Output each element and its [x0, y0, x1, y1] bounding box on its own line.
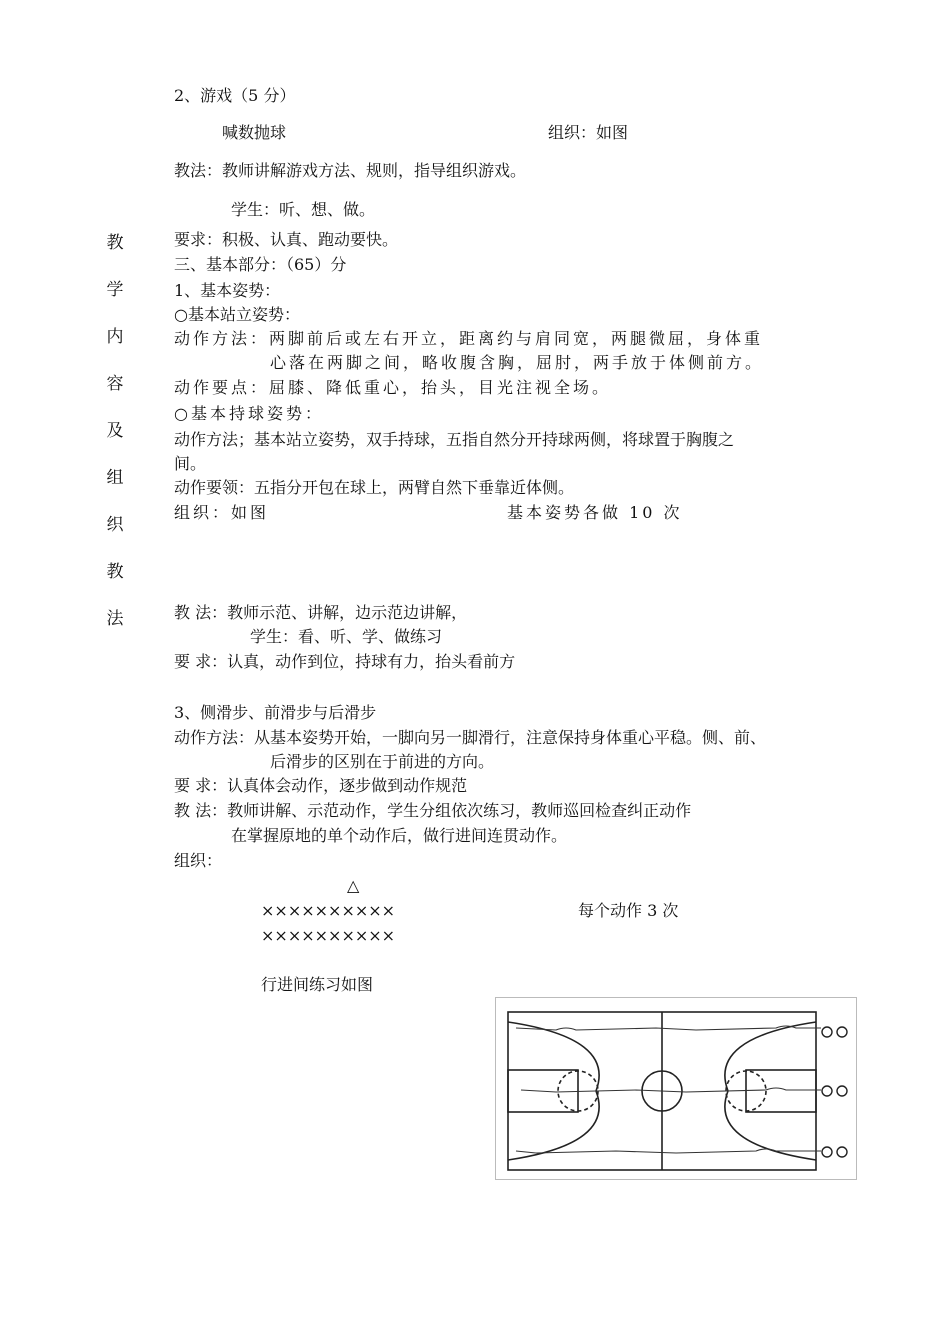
movement-path-middle: [521, 1088, 821, 1092]
basketball-court-diagram: [495, 997, 857, 1180]
movement-path-bottom: [516, 1149, 821, 1153]
side-label-5: 及: [106, 421, 124, 441]
slide-req: 要 求：认真体会动作，逐步做到动作规范: [174, 776, 468, 795]
side-label-6: 组: [106, 468, 124, 488]
player-marker: [837, 1147, 847, 1157]
slide-org: 组织：: [174, 851, 223, 870]
player-marker: [822, 1086, 832, 1096]
game-heading: 2、游戏（5 分）: [174, 86, 296, 105]
side-label-2: 学: [106, 280, 124, 300]
slide-heading: 3、侧滑步、前滑步与后滑步: [174, 703, 377, 722]
hold-points: 动作要领：五指分开包在球上，两臂自然下垂靠近体侧。: [174, 478, 575, 497]
slide-reps: 每个动作 3 次: [578, 901, 679, 920]
slide-after: 在掌握原地的单个动作后，做行进间连贯动作。: [231, 826, 568, 845]
basic-req: 要 求：认真，动作到位，持球有力，抬头看前方: [174, 652, 516, 671]
hold-title: ○基本持球姿势：: [174, 404, 324, 423]
side-label-8: 教: [106, 562, 124, 582]
side-label-9: 法: [106, 609, 124, 629]
stand-method-line1: 动作方法：两脚前后或左右开立，距离约与肩同宽，两腿微屈，身体重: [174, 329, 764, 348]
stand-title: ○基本站立姿势：: [174, 305, 300, 324]
game-org: 组织：如图: [548, 123, 629, 142]
player-marker: [822, 1147, 832, 1157]
basic-org: 组织：如图: [174, 503, 270, 522]
student-row-2: ××××××××××: [261, 926, 396, 945]
slide-method-line2: 后滑步的区别在于前进的方向。: [270, 752, 495, 771]
right-key: [746, 1070, 816, 1112]
player-marker: [837, 1086, 847, 1096]
side-label-3: 内: [106, 327, 124, 347]
basic-sub1: 1、基本姿势：: [174, 281, 281, 300]
stand-method-line2: 心落在两脚之间，略收腹含胸，屈肘，两手放于体侧前方。: [270, 353, 765, 372]
game-req: 要求：积极、认真、跑动要快。: [174, 230, 399, 249]
diagram-caption: 行进间练习如图: [261, 975, 374, 994]
hold-method-line2: 间。: [174, 454, 207, 473]
player-marker: [837, 1027, 847, 1037]
hold-method-line1: 动作方法；基本站立姿势，双手持球，五指自然分开持球两侧，将球置于胸腹之: [174, 430, 735, 449]
side-label-4: 容: [106, 374, 124, 394]
slide-method-line1: 动作方法：从基本姿势开始，一脚向另一脚滑行，注意保持身体重心平稳。侧、前、: [174, 728, 767, 747]
teacher-mark: △: [347, 876, 360, 895]
game-method: 教法：教师讲解游戏方法、规则，指导组织游戏。: [174, 161, 527, 180]
basic-reps: 基本姿势各做 10 次: [507, 503, 683, 522]
game-students: 学生：听、想、做。: [231, 200, 376, 219]
side-label-7: 织: [106, 515, 124, 535]
student-row-1: ××××××××××: [261, 901, 396, 920]
basic-students: 学生：看、听、学、做练习: [250, 627, 443, 646]
stand-points: 动作要点：屈膝、降低重心，抬头，目光注视全场。: [174, 378, 612, 397]
movement-path-top: [516, 1026, 821, 1030]
basic-teach: 教 法：教师示范、讲解，边示范边讲解，: [174, 603, 468, 622]
basic-heading: 三、基本部分：（65）分: [174, 255, 347, 274]
court-svg: [496, 998, 856, 1179]
game-name: 喊数抛球: [222, 123, 287, 142]
side-label-1: 教: [106, 233, 124, 253]
player-marker: [822, 1027, 832, 1037]
slide-teach: 教 法：教师讲解、示范动作，学生分组依次练习，教师巡回检查纠正动作: [174, 801, 692, 820]
